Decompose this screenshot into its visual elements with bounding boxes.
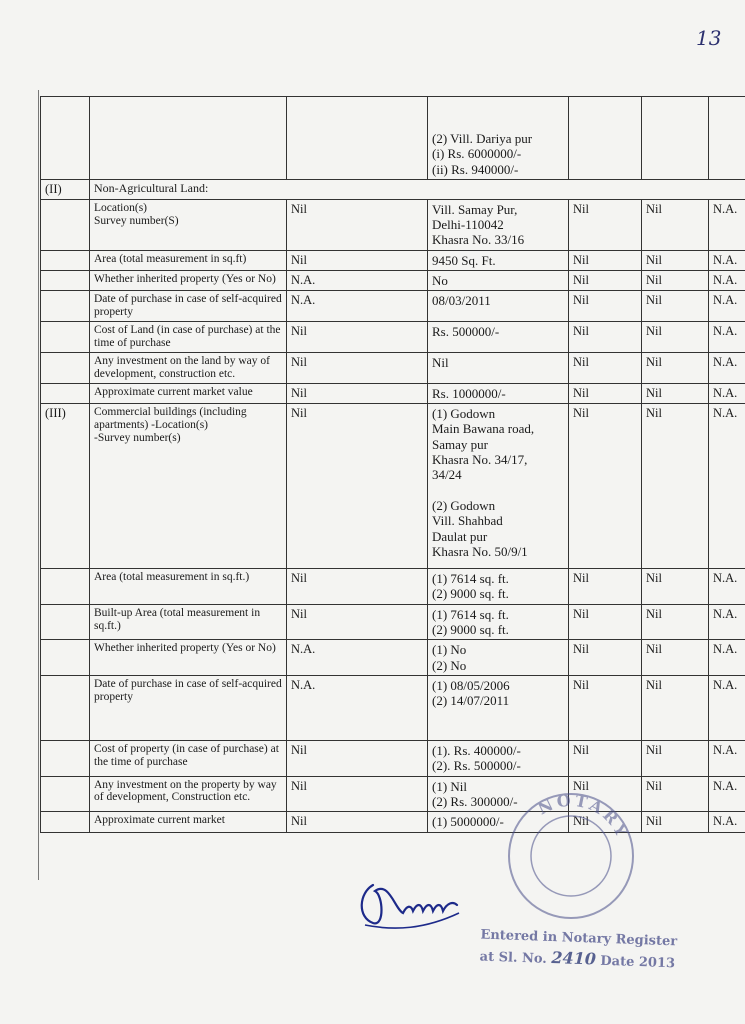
value-cell: Nil [642, 604, 709, 640]
value-cell: Nil [642, 403, 709, 568]
value-cell: Nil [569, 675, 642, 740]
value-cell: Nil [428, 352, 569, 383]
value-cell: Nil [642, 322, 709, 353]
description-cell: Area (total measurement in sq.ft.) [90, 568, 287, 604]
serial-cell [41, 322, 90, 353]
value-cell: N.A. [709, 352, 745, 383]
value-cell: Nil [642, 675, 709, 740]
serial-cell [41, 291, 90, 322]
description-cell: Approximate current market [90, 812, 287, 832]
value-cell: Rs. 500000/- [428, 322, 569, 353]
value-cell: (1) 08/05/2006 (2) 14/07/2011 [428, 675, 569, 740]
value-cell: N.A. [709, 740, 745, 776]
section-title: Non-Agricultural Land: [90, 180, 745, 200]
description-cell: Area (total measurement in sq.ft) [90, 250, 287, 270]
value-cell: Nil [569, 322, 642, 353]
value-cell: Nil [569, 383, 642, 403]
assets-table [40, 96, 745, 833]
value-cell: Nil [287, 250, 428, 270]
table-row [41, 97, 745, 180]
value-cell: Nil [642, 250, 709, 270]
value-cell: Nil [287, 740, 428, 776]
value-cell: No [428, 271, 569, 291]
serial-cell [41, 604, 90, 640]
table-row [41, 776, 745, 812]
description-cell: Any investment on the property by way of development, Construction etc. [90, 776, 287, 812]
value-cell: Nil [569, 403, 642, 568]
value-cell: Rs. 1000000/- [428, 383, 569, 403]
value-cell: Nil [642, 199, 709, 250]
value-cell: Nil [642, 812, 709, 832]
value-cell: N.A. [709, 250, 745, 270]
value-cell: (1). Rs. 400000/- (2). Rs. 500000/- [428, 740, 569, 776]
value-cell: (1) Godown Main Bawana road, Samay pur Khasra No. 34/17, 34/24 (2) Godown Vill. Shahbad Daulat pur Khasra No. 50/9/1 [428, 403, 569, 568]
value-cell [569, 97, 642, 180]
table-row [41, 812, 745, 832]
value-cell: Nil [642, 740, 709, 776]
value-cell: Nil [569, 740, 642, 776]
value-cell: N.A. [709, 776, 745, 812]
description-cell: Location(s) Survey number(S) [90, 199, 287, 250]
serial-cell [41, 568, 90, 604]
value-cell: Nil [287, 352, 428, 383]
value-cell: N.A. [287, 291, 428, 322]
description-cell: Approximate current market value [90, 383, 287, 403]
serial-cell [41, 812, 90, 832]
value-cell: N.A. [709, 812, 745, 832]
value-cell: N.A. [709, 403, 745, 568]
value-cell: 08/03/2011 [428, 291, 569, 322]
table-row [41, 199, 745, 250]
table-row [41, 403, 745, 568]
value-cell: N.A. [709, 271, 745, 291]
table-row [41, 250, 745, 270]
register-line-1: Entered in Notary Register [480, 927, 678, 950]
page-number: 13 [696, 26, 722, 50]
value-cell: Nil [642, 383, 709, 403]
value-cell: N.A. [709, 640, 745, 676]
table-row [41, 604, 745, 640]
serial-cell [41, 776, 90, 812]
value-cell: Nil [569, 271, 642, 291]
value-cell: Nil [287, 383, 428, 403]
margin-rule [38, 90, 39, 880]
notary-register-stamp [479, 927, 680, 973]
value-cell: N.A. [287, 271, 428, 291]
value-cell: Nil [287, 776, 428, 812]
value-cell: Nil [642, 271, 709, 291]
value-cell: N.A. [709, 291, 745, 322]
serial-cell [41, 199, 90, 250]
value-cell: Nil [642, 352, 709, 383]
description-cell: Cost of property (in case of purchase) at the time of purchase [90, 740, 287, 776]
serial-cell [41, 640, 90, 676]
serial-cell [41, 97, 90, 180]
table-row [41, 740, 745, 776]
serial-cell [41, 675, 90, 740]
description-cell: Whether inherited property (Yes or No) [90, 271, 287, 291]
value-cell [642, 97, 709, 180]
svg-text:NOTARY [535, 790, 633, 842]
description-cell: Cost of Land (in case of purchase) at the time of purchase [90, 322, 287, 353]
notary-seal [505, 790, 637, 922]
value-cell: (2) Vill. Dariya pur (i) Rs. 6000000/- (ii) Rs. 940000/- [428, 97, 569, 180]
value-cell: N.A. [709, 675, 745, 740]
value-cell: Nil [642, 776, 709, 812]
value-cell: Nil [569, 604, 642, 640]
value-cell: Nil [569, 776, 642, 812]
value-cell: N.A. [709, 568, 745, 604]
description-cell [90, 97, 287, 180]
value-cell: (1) 7614 sq. ft. (2) 9000 sq. ft. [428, 568, 569, 604]
value-cell: Nil [569, 199, 642, 250]
table-row [41, 291, 745, 322]
section-number: (II) [41, 180, 90, 200]
seal-text: NOTARY [534, 790, 633, 843]
value-cell: N.A. [709, 604, 745, 640]
section-header-row [41, 180, 745, 200]
description-cell: Whether inherited property (Yes or No) [90, 640, 287, 676]
value-cell: N.A. [709, 383, 745, 403]
description-cell: Built-up Area (total measurement in sq.ft.) [90, 604, 287, 640]
table-row [41, 675, 745, 740]
value-cell: Nil [569, 640, 642, 676]
value-cell: Nil [642, 568, 709, 604]
value-cell: Nil [287, 322, 428, 353]
value-cell: (1) No (2) No [428, 640, 569, 676]
value-cell: Nil [569, 250, 642, 270]
table-row [41, 271, 745, 291]
table-row [41, 383, 745, 403]
value-cell: Vill. Samay Pur, Delhi-110042 Khasra No. 33/16 [428, 199, 569, 250]
value-cell: Nil [642, 291, 709, 322]
value-cell: Nil [287, 604, 428, 640]
value-cell [709, 97, 745, 180]
serial-cell [41, 352, 90, 383]
value-cell: Nil [287, 403, 428, 568]
table-row [41, 640, 745, 676]
value-cell: Nil [569, 812, 642, 832]
table-row [41, 568, 745, 604]
signature [355, 865, 465, 935]
value-cell: Nil [642, 640, 709, 676]
description-cell: Date of purchase in case of self-acquired property [90, 675, 287, 740]
value-cell: Nil [287, 199, 428, 250]
value-cell: (1) Nil (2) Rs. 300000/- [428, 776, 569, 812]
register-number: 2410 [551, 947, 597, 969]
register-prefix: at Sl. No. [479, 949, 548, 967]
value-cell: Nil [287, 812, 428, 832]
value-cell: N.A. [709, 322, 745, 353]
table-row [41, 352, 745, 383]
table-row [41, 322, 745, 353]
value-cell: (1) 5000000/- [428, 812, 569, 832]
value-cell: Nil [569, 352, 642, 383]
value-cell: 9450 Sq. Ft. [428, 250, 569, 270]
value-cell: Nil [287, 568, 428, 604]
serial-cell [41, 383, 90, 403]
value-cell: Nil [569, 291, 642, 322]
value-cell: N.A. [287, 640, 428, 676]
serial-cell [41, 250, 90, 270]
description-cell: Commercial buildings (including apartments) -Location(s) -Survey number(s) [90, 403, 287, 568]
serial-cell [41, 740, 90, 776]
value-cell: N.A. [709, 199, 745, 250]
value-cell: (1) 7614 sq. ft. (2) 9000 sq. ft. [428, 604, 569, 640]
value-cell [287, 97, 428, 180]
register-suffix: Date 2013 [600, 953, 676, 971]
value-cell: N.A. [287, 675, 428, 740]
value-cell: Nil [569, 568, 642, 604]
serial-cell [41, 271, 90, 291]
description-cell: Any investment on the land by way of development, construction etc. [90, 352, 287, 383]
description-cell: Date of purchase in case of self-acquired property [90, 291, 287, 322]
serial-cell: (III) [41, 403, 90, 568]
